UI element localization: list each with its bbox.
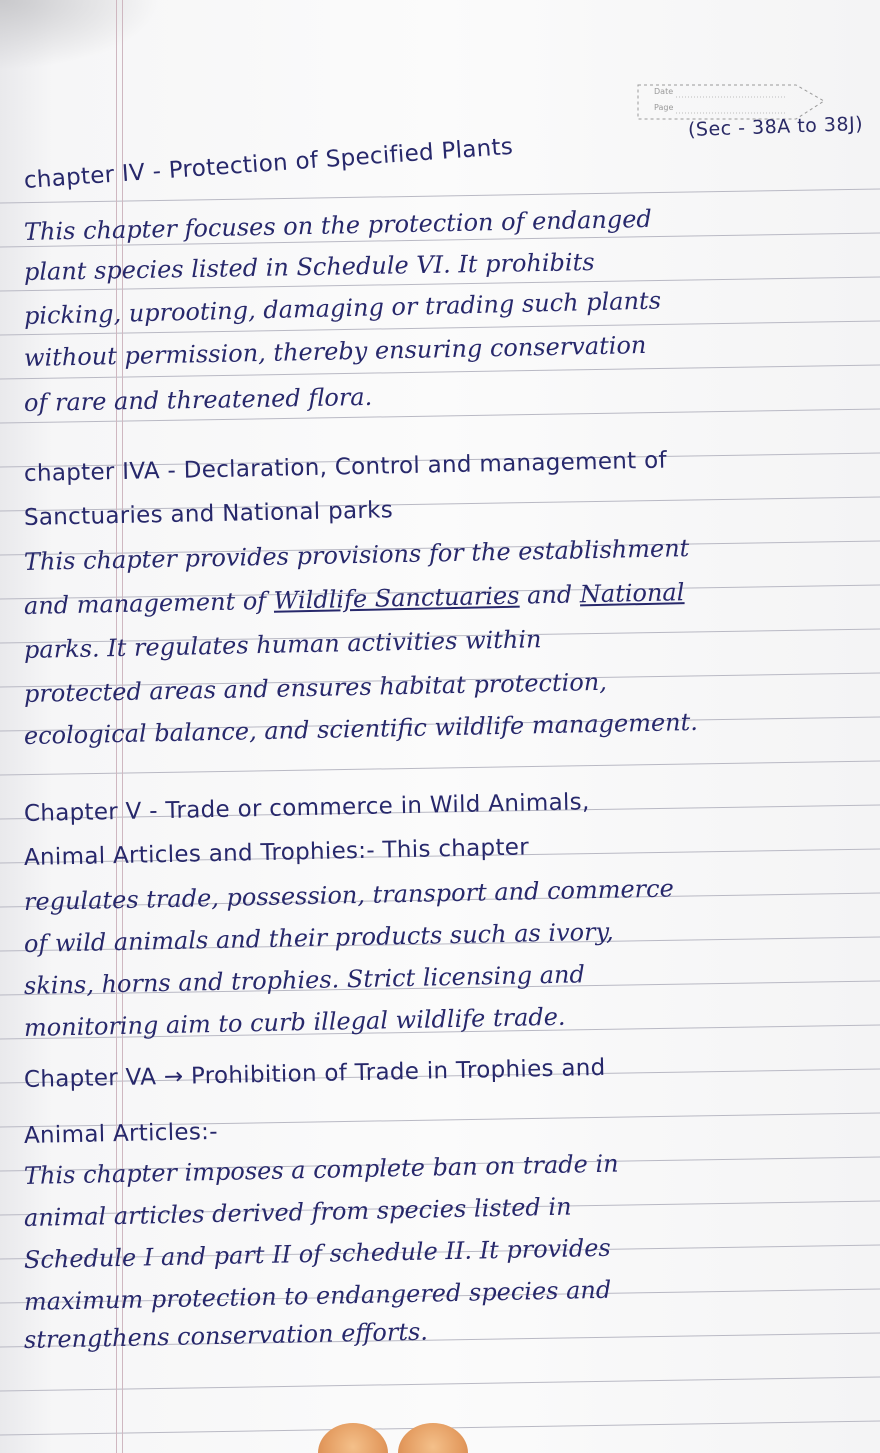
chapter-va-line-2: animal articles derived from species listed in [23,1192,572,1232]
chapter-va-line-1: This chapter imposes a complete ban on trade in [23,1149,619,1190]
chapter-iva-line-5: ecological balance, and scientific wildlife management. [23,707,699,750]
chapter-va-line-3: Schedule I and part II of schedule II. It provides [23,1233,611,1274]
chapter-v-line-1: regulates trade, possession, transport and commerce [23,874,675,916]
chapter-iv-line-5: of rare and threatened flora. [23,382,373,417]
page-label: Page [654,103,674,112]
section-reference: (Sec - 38A to 38J) [687,112,864,142]
chapter-v-line-3: skins, horns and trophies. Strict licensing and [23,960,586,1000]
chapter-v-line-4: monitoring aim to curb illegal wildlife trade. [23,1002,566,1042]
chapter-iv-line-4: without permission, thereby ensuring conservation [23,330,647,372]
chapter-v-heading-cont: Animal Articles and Trophies:- This chapter [23,834,530,871]
chapter-iv-line-3: picking, uprooting, damaging or trading such plants [23,286,662,330]
chapter-iva-line-2-text: and management of [23,586,275,620]
chapter-iv-heading: chapter IV - Protection of Specified Plants [23,133,514,194]
wildlife-sanctuaries-underlined: Wildlife Sanctuaries [273,581,520,615]
chapter-iva-line-3: parks. It regulates human activities within [23,625,542,664]
chapter-v-line-2: of wild animals and their products such as ivory, [23,917,614,958]
chapter-iva-heading: chapter IVA - Declaration, Control and management of [23,447,668,487]
chapter-va-line-5: strengthens conservation efforts. [23,1317,429,1354]
chapter-iva-joiner: and [519,580,581,610]
date-label: Date [654,87,674,96]
chapter-iva-line-4: protected areas and ensures habitat protection, [23,667,608,708]
chapter-iv-line-1: This chapter focuses on the protection of endanged [23,204,653,246]
chapter-va-line-4: maximum protection to endangered species and [23,1275,612,1316]
chapter-va-heading-cont: Animal Articles:- [23,1118,219,1149]
national-underlined: National [579,578,685,609]
chapter-iv-line-2: plant species listed in Schedule VI. It prohibits [23,248,595,286]
chapter-iva-heading-cont: Sanctuaries and National parks [23,497,394,531]
chapter-v-heading: Chapter V - Trade or commerce in Wild Animals, [23,789,590,827]
chapter-va-heading: Chapter VA → Prohibition of Trade in Trophies and [23,1054,606,1093]
chapter-iva-line-1: This chapter provides provisions for the establishment [23,534,690,576]
